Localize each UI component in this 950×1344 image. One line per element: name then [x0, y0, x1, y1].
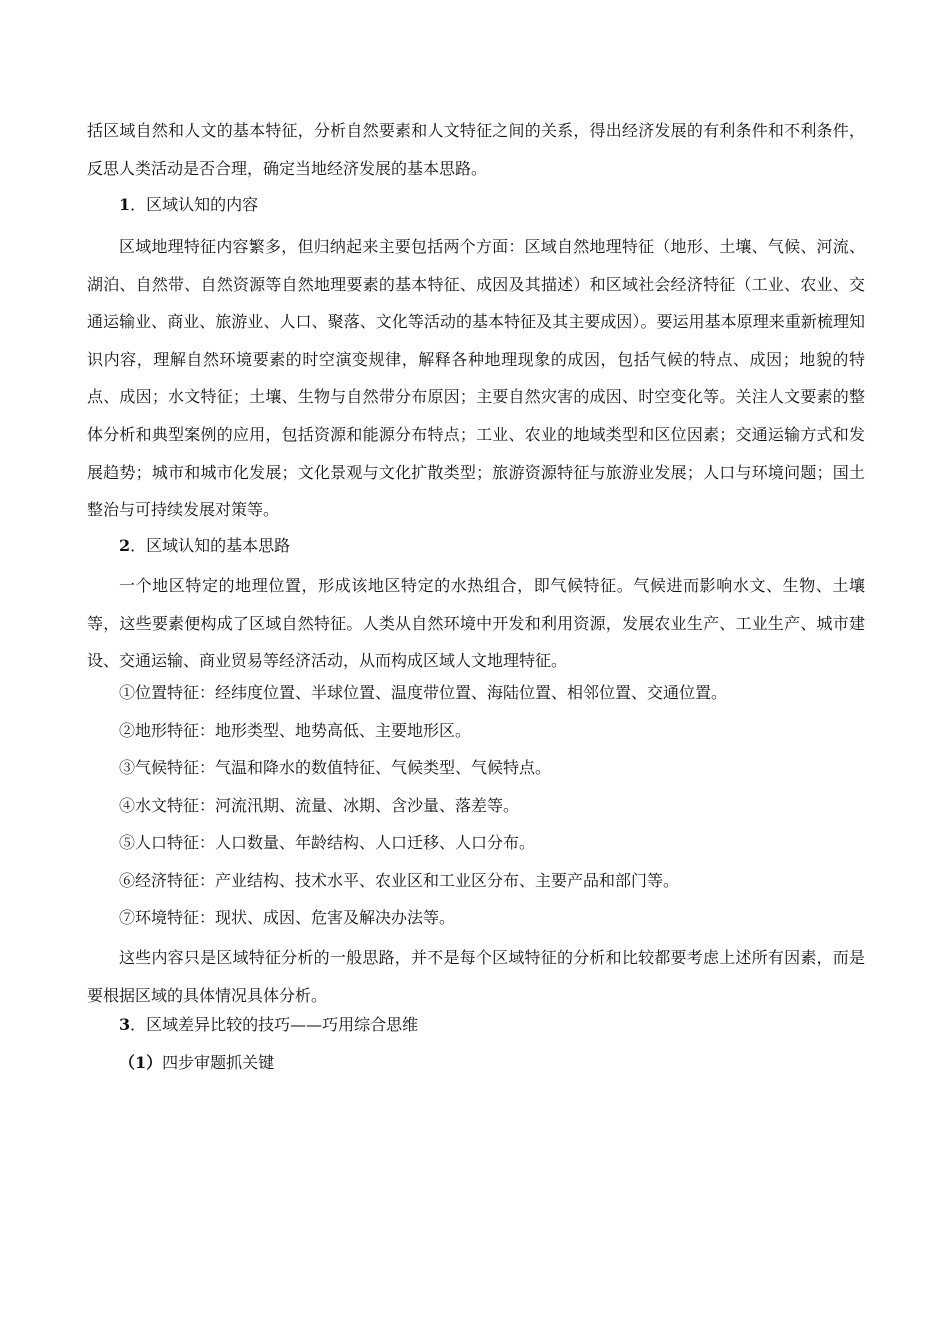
- section-2-title: ．区域认知的基本思路: [130, 536, 291, 555]
- list-item-terrain: ②地形特征：地形类型、地势高低、主要地形区。: [119, 721, 472, 740]
- list-item-hydrology: ④水文特征：河流汛期、流量、冰期、含沙量、落差等。: [119, 796, 520, 815]
- section-3-title: ．区域差异比较的技巧——巧用综合思维: [130, 1015, 419, 1034]
- intro-paragraph: 括区域自然和人文的基本特征，分析自然要素和人文特征之间的关系，得出经济发展的有利条件和不利条件，反思人类活动是否合理，确定当地经济发展的基本思路。: [87, 121, 865, 178]
- section-2-closing: 这些内容只是区域特征分析的一般思路，并不是每个区域特征的分析和比较都要考虑上述所有因素，而是要根据区域的具体情况具体分析。: [87, 948, 865, 1005]
- section-3-sub-number: （1）: [119, 1053, 163, 1072]
- section-2-body: 一个地区特定的地理位置，形成该地区特定的水热组合，即气候特征。气候进而影响水文、生物、土壤等，这些要素便构成了区域自然特征。人类从自然环境中开发和利用资源，发展农业生产、工业生产、城市建设、交通运输、商业贸易等经济活动，从而构成区域人文地理特征。: [87, 576, 865, 671]
- section-1-body: 区域地理特征内容繁多，但归纳起来主要包括两个方面：区域自然地理特征（地形、土壤、气候、河流、湖泊、自然带、自然资源等自然地理要素的基本特征、成因及其描述）和区域社会经济特征（工业、农业、交通运输业、商业、旅游业、人口、聚落、文化等活动的基本特征及其主要成因）。要运用基本原理来重新梳理知识内容，理解自然环境要素的时空演变规律，解释各种地理现象的成因，包括气候的特点、成因；地貌的特点、成因；水文特征；土壤、生物与自然带分布原因；主要自然灾害的成因、时空变化等。关注人文要素的整体分析和典型案例的应用，包括资源和能源分布特点；工业、农业的地域类型和区位因素；交通运输方式和发展趋势；城市和城市化发展；文化景观与文化扩散类型；旅游资源特征与旅游业发展；人口与环境问题；国土整治与可持续发展对策等。: [87, 237, 865, 520]
- section-3-subheading: [119, 1052, 274, 1074]
- section-3-sub-title: 四步审题抓关键: [162, 1053, 275, 1072]
- section-1-number: 1: [119, 195, 131, 214]
- list-item-economy: ⑥经济特征：产业结构、技术水平、农业区和工业区分布、主要产品和部门等。: [119, 871, 680, 890]
- section-2-heading: [119, 535, 290, 557]
- section-3-heading: [119, 1014, 418, 1036]
- section-2-number: 2: [119, 536, 131, 555]
- section-1-title: ．区域认知的内容: [130, 195, 259, 214]
- section-3-number: 3: [119, 1015, 131, 1034]
- list-item-climate: ③气候特征：气温和降水的数值特征、气候类型、气候特点。: [119, 758, 552, 777]
- list-item-location: ①位置特征：经纬度位置、半球位置、温度带位置、海陆位置、相邻位置、交通位置。: [119, 683, 728, 702]
- list-item-population: ⑤人口特征：人口数量、年龄结构、人口迁移、人口分布。: [119, 833, 536, 852]
- section-1-heading: [119, 194, 258, 216]
- list-item-environment: ⑦环境特征：现状、成因、危害及解决办法等。: [119, 908, 456, 927]
